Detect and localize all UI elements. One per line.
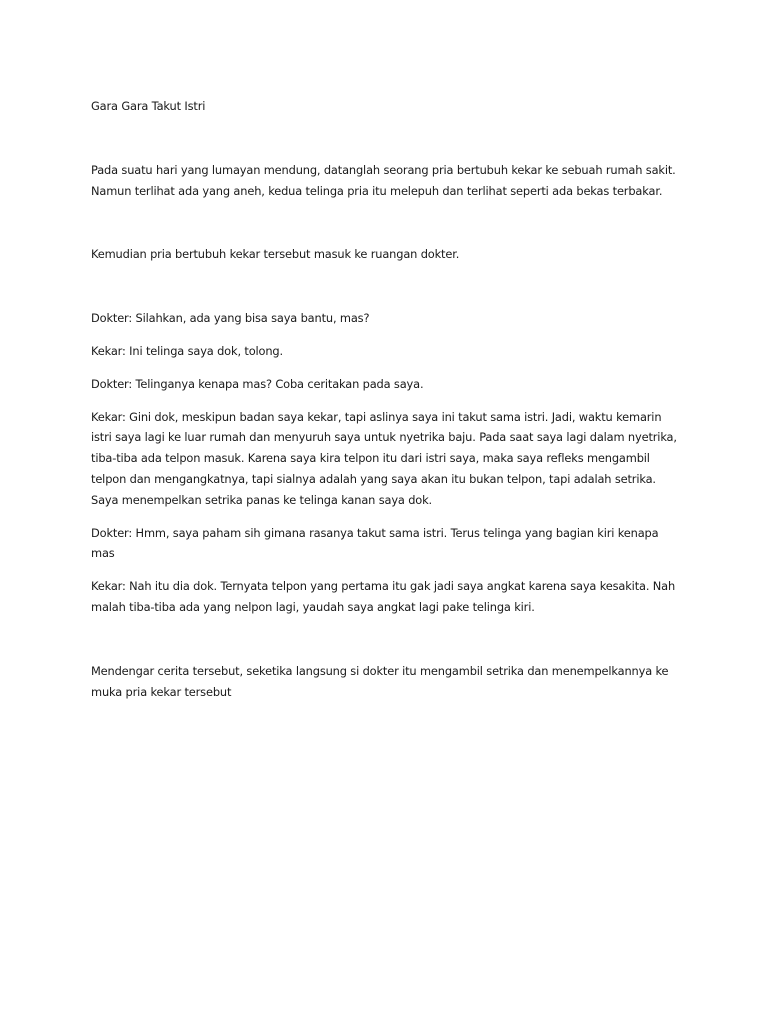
- dialogue-line: Kekar: Ini telinga saya dok, tolong.: [91, 343, 283, 358]
- dialogue-line: Dokter: Hmm, saya paham sih gimana rasanya takut sama istri. Terus telinga yang bagian kiri kenapa mas: [91, 525, 662, 561]
- dialogue-line: Dokter: Telinganya kenapa mas? Coba ceritakan pada saya.: [91, 376, 424, 391]
- dialogue-line: Kekar: Nah itu dia dok. Ternyata telpon yang pertama itu gak jadi saya angkat karena saya kesakita. Nah malah tiba-tiba ada yang nelpon lagi, yaudah saya angkat lagi pake telinga kiri.: [91, 579, 679, 614]
- paragraph-ending: Mendengar cerita tersebut, seketika langsung si dokter itu mengambil setrika dan menempelkannya ke muka pria kekar tersebut: [91, 663, 672, 699]
- dialogue-line: Kekar: Gini dok, meskipun badan saya kekar, tapi aslinya saya ini takut sama istri. Jadi, waktu kemarin istri saya lagi ke luar rumah dan menyuruh saya untuk nyetrika baju. Pada saat saya lagi dalam nyetrika, tiba-tiba ada telpon masuk. Karena saya kira telpon itu dari istri saya, maka saya refleks mengambil telpon dan mengangkatnya, tapi sialnya adalah yang saya akan itu bukan telpon, tapi adalah setrika. Saya menempelkan setrika panas ke telinga kanan saya dok.: [91, 409, 681, 507]
- document-title: Gara Gara Takut Istri: [91, 99, 206, 113]
- document-body: [91, 96, 681, 702]
- paragraph-intro: Pada suatu hari yang lumayan mendung, datanglah seorang pria bertubuh kekar ke sebuah rumah sakit. Namun terlihat ada yang aneh, kedua telinga pria itu melepuh dan terlihat seperti ada bekas terbakar.: [91, 162, 680, 198]
- paragraph-enter-room: Kemudian pria bertubuh kekar tersebut masuk ke ruangan dokter.: [91, 247, 460, 262]
- dialogue-line: Dokter: Silahkan, ada yang bisa saya bantu, mas?: [91, 311, 370, 326]
